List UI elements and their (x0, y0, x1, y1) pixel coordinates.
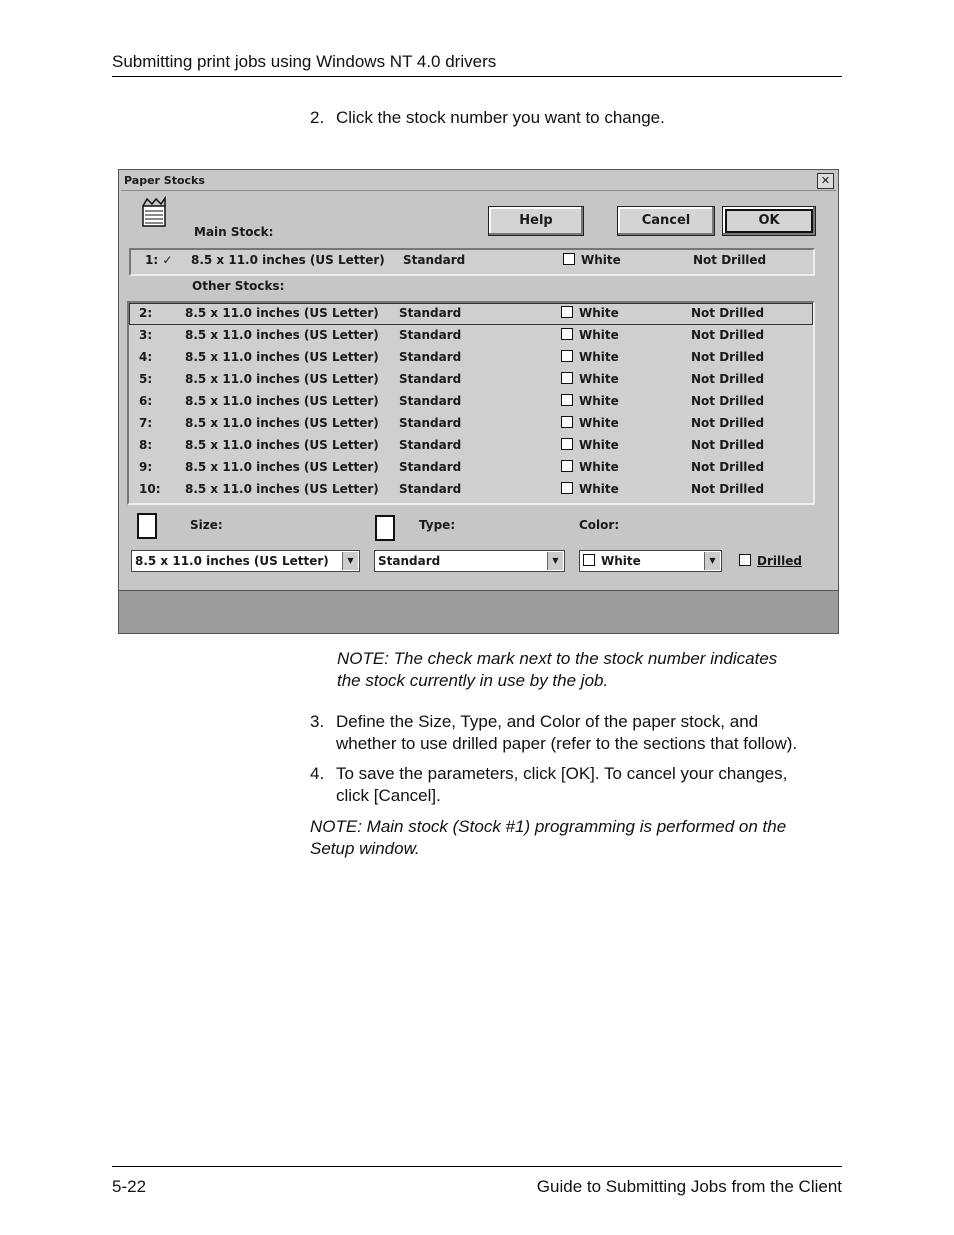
stock-color (561, 350, 619, 364)
checkbox-icon (561, 482, 573, 494)
color-select-text: White (601, 554, 641, 568)
stock-number: 10: (139, 482, 161, 496)
stock-size: 8.5 x 11.0 inches (US Letter) (185, 350, 379, 364)
stock-color (561, 482, 619, 496)
note-main-stock (310, 816, 845, 860)
size-document-icon (137, 513, 157, 539)
stock-type: Standard (399, 482, 462, 496)
stock-number: 1: ✓ (145, 253, 173, 267)
ok-button[interactable]: OK (722, 206, 816, 236)
step-text-line: Define the Size, Type, and Color of the paper stock, and (336, 712, 759, 731)
color-text: White (579, 306, 619, 320)
stock-color (561, 416, 619, 430)
stock-type: Standard (403, 253, 466, 267)
color-text: White (579, 438, 619, 452)
help-button[interactable]: Help (488, 206, 584, 236)
color-text: White (579, 372, 619, 386)
stock-size: 8.5 x 11.0 inches (US Letter) (185, 416, 379, 430)
paper-stocks-dialog (118, 169, 839, 634)
stock-drilled: Not Drilled (691, 438, 765, 452)
stock-color (561, 328, 619, 342)
step-3 (310, 711, 850, 755)
stock-color (561, 394, 619, 408)
stock-type: Standard (399, 350, 462, 364)
stock-number: 2: (139, 306, 153, 320)
color-text: White (579, 328, 619, 342)
running-head: Submitting print jobs using Windows NT 4.0 drivers (112, 52, 497, 71)
stock-number: 4: (139, 350, 153, 364)
stock-drilled: Not Drilled (691, 328, 765, 342)
main-stock-row[interactable] (131, 250, 813, 272)
step-text: Click the stock number you want to change. (336, 108, 665, 127)
footer-rule (112, 1166, 842, 1167)
stock-number: 7: (139, 416, 153, 430)
step-2 (310, 107, 840, 129)
step-text-line: click [Cancel]. (336, 786, 441, 805)
other-stocks-label: Other Stocks: (192, 279, 285, 293)
note-line: Setup window. (310, 839, 420, 858)
main-stock-panel (129, 248, 815, 276)
stock-size: 8.5 x 11.0 inches (US Letter) (185, 372, 379, 386)
stock-size: 8.5 x 11.0 inches (US Letter) (191, 253, 385, 267)
type-select-value: Standard (378, 554, 441, 568)
size-select[interactable] (131, 550, 360, 572)
stock-number: 8: (139, 438, 153, 452)
type-select[interactable] (374, 550, 565, 572)
color-text: White (579, 416, 619, 430)
checkbox-icon (561, 460, 573, 472)
checkbox-icon (563, 253, 575, 265)
checkbox-icon[interactable] (739, 554, 751, 566)
stock-color (561, 306, 619, 320)
color-text: White (579, 394, 619, 408)
paper-stack-icon (139, 196, 169, 230)
color-label: Color: (579, 518, 620, 532)
checkbox-icon (561, 350, 573, 362)
checkbox-icon (561, 328, 573, 340)
stock-color (561, 460, 619, 474)
stock-type: Standard (399, 306, 462, 320)
color-select-value (583, 554, 641, 568)
stock-color (563, 253, 621, 267)
stock-type: Standard (399, 460, 462, 474)
note-line: the stock currently in use by the job. (337, 671, 609, 690)
stock-size: 8.5 x 11.0 inches (US Letter) (185, 394, 379, 408)
close-icon[interactable]: ✕ (817, 173, 834, 189)
drilled-label: Drilled (757, 554, 802, 568)
checkbox-icon (561, 372, 573, 384)
stock-number: 6: (139, 394, 153, 408)
dialog-title: Paper Stocks (124, 174, 205, 187)
stock-size: 8.5 x 11.0 inches (US Letter) (185, 482, 379, 496)
step-number: 2. (310, 108, 325, 127)
stock-size: 8.5 x 11.0 inches (US Letter) (185, 460, 379, 474)
chevron-down-icon[interactable]: ▼ (704, 552, 720, 570)
stock-color (561, 438, 619, 452)
step-text-line: whether to use drilled paper (refer to the sections that follow). (336, 734, 798, 753)
dialog-titlebar (121, 172, 836, 191)
stock-row[interactable] (129, 347, 813, 369)
checkbox-icon (583, 554, 595, 566)
note-current-stock (337, 648, 842, 692)
stock-row[interactable] (129, 325, 813, 347)
stock-drilled: Not Drilled (691, 394, 765, 408)
stock-type: Standard (399, 416, 462, 430)
main-stock-label: Main Stock: (194, 225, 274, 239)
stock-row[interactable] (129, 479, 813, 501)
stock-drilled: Not Drilled (691, 306, 765, 320)
stock-row[interactable] (129, 435, 813, 457)
step-4 (310, 763, 850, 807)
stock-size: 8.5 x 11.0 inches (US Letter) (185, 328, 379, 342)
chevron-down-icon[interactable]: ▼ (547, 552, 563, 570)
checkbox-icon (561, 416, 573, 428)
type-document-icon (375, 515, 395, 541)
stock-drilled: Not Drilled (691, 482, 765, 496)
stock-type: Standard (399, 394, 462, 408)
color-text: White (579, 482, 619, 496)
size-select-value: 8.5 x 11.0 inches (US Letter) (135, 554, 329, 568)
checkbox-icon (561, 438, 573, 450)
color-select[interactable] (579, 550, 722, 572)
cancel-button[interactable]: Cancel (617, 206, 715, 236)
stock-row[interactable] (129, 413, 813, 435)
stock-drilled: Not Drilled (691, 350, 765, 364)
note-line: NOTE: The check mark next to the stock number indicates (337, 649, 778, 668)
step-text-line: To save the parameters, click [OK]. To cancel your changes, (336, 764, 788, 783)
stock-number: 3: (139, 328, 153, 342)
chevron-down-icon[interactable]: ▼ (342, 552, 358, 570)
stock-type: Standard (399, 438, 462, 452)
footer-title: Guide to Submitting Jobs from the Client (536, 1177, 842, 1196)
stock-number: 9: (139, 460, 153, 474)
color-text: White (579, 350, 619, 364)
checkbox-icon (561, 394, 573, 406)
stock-number: 5: (139, 372, 153, 386)
status-bar (119, 590, 838, 633)
other-stocks-list (127, 301, 815, 505)
type-label: Type: (419, 518, 456, 532)
stock-drilled: Not Drilled (693, 253, 767, 267)
page-number: 5-22 (112, 1177, 147, 1196)
stock-size: 8.5 x 11.0 inches (US Letter) (185, 438, 379, 452)
stock-drilled: Not Drilled (691, 416, 765, 430)
stock-row[interactable] (129, 369, 813, 391)
stock-type: Standard (399, 328, 462, 342)
note-line: NOTE: Main stock (Stock #1) programming is performed on the (310, 817, 787, 836)
header-rule (112, 76, 842, 77)
stock-row[interactable] (129, 391, 813, 413)
stock-color (561, 372, 619, 386)
checkbox-icon (561, 306, 573, 318)
stock-drilled: Not Drilled (691, 372, 765, 386)
stock-row[interactable] (129, 457, 813, 479)
step-number: 3. (310, 712, 325, 731)
size-label: Size: (190, 518, 223, 532)
color-text: White (579, 460, 619, 474)
stock-drilled: Not Drilled (691, 460, 765, 474)
stock-row[interactable] (129, 303, 813, 325)
drilled-checkbox[interactable] (739, 554, 802, 568)
stock-size: 8.5 x 11.0 inches (US Letter) (185, 306, 379, 320)
color-text: White (581, 253, 621, 267)
stock-type: Standard (399, 372, 462, 386)
step-number: 4. (310, 764, 325, 783)
